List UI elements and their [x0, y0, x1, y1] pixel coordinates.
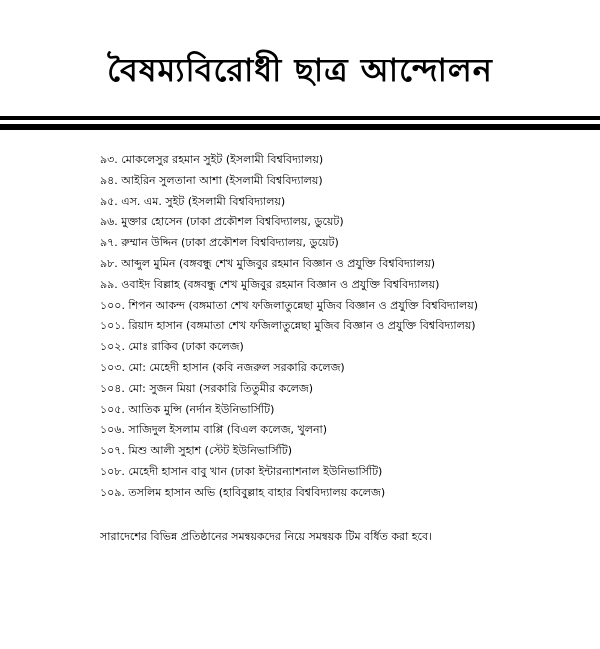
- list-item: ৯৭. রুম্মান উদ্দিন (ঢাকা প্রকৌশল বিশ্ববিদ্যালয়, ডুয়েট): [100, 236, 339, 250]
- list-item: ১০৬. সাজিদুল ইসলাম বাপ্পি (বিএল কলেজ, খুলনা): [100, 423, 327, 437]
- list-item: ১০৯. তসলিম হাসান অভি (হাবিবুল্লাহ বাহার বিশ্ববিদ্যালয় কলেজ): [100, 485, 386, 499]
- list-item: ৯৩. মোকলেসুর রহমান সুইট (ইসলামী বিশ্ববিদ্যালয়): [100, 153, 324, 166]
- page-title: বৈষম্যবিরোধী ছাত্র আন্দোলন: [107, 51, 493, 89]
- list-item: ১০৮. মেহেদী হাসান বাবু খান (ঢাকা ইন্টারন্যাশনাল ইউনিভার্সিটি): [100, 464, 383, 478]
- list-item: ১০১. রিয়াদ হাসান (বঙ্গমাতা শেখ ফজিলাতুন্নেছা মুজিব বিজ্ঞান ও প্রযুক্তি বিশ্ববিদ্যালয়): [100, 319, 476, 333]
- coordinator-list: [100, 150, 580, 504]
- list-item: ১০০. শিপন আকন্দ (বঙ্গমাতা শেখ ফজিলাতুন্নেছা মুজিব বিজ্ঞান ও প্রযুক্তি বিশ্ববিদ্যালয়): [100, 298, 479, 312]
- list-item: ৯৮. আব্দুল মুমিন (বঙ্গবন্ধু শেখ মুজিবুর রহমান বিজ্ঞান ও প্রযুক্তি বিশ্ববিদ্যালয়): [100, 256, 436, 270]
- header-divider-thin: [0, 116, 600, 120]
- list-item: ৯৪. আইরিন সুলতানা আশা (ইসলামী বিশ্ববিদ্যালয়): [100, 173, 323, 187]
- list-item: ১০৩. মো: মেহেদী হাসান (কবি নজরুল সরকারি কলেজ): [100, 360, 345, 374]
- list-item: ১০২. মোঃ রাকিব (ঢাকা কলেজ): [100, 340, 244, 354]
- list-item: ১০৭. মিশু আলী সুহাশ (স্টেট ইউনিভার্সিটি): [100, 444, 293, 458]
- list-item: ৯৯. ওবাইদ বিল্লাহ (বঙ্গবন্ধু শেখ মুজিবুর রহমান বিজ্ঞান ও প্রযুক্তি বিশ্ববিদ্যালয়): [100, 277, 440, 291]
- list-item: ১০৪. মো: সুজন মিয়া (সরকারি তিতুমীর কলেজ): [100, 381, 314, 395]
- list-item: ১০৫. আতিক মুন্সি (নর্দান ইউনিভার্সিটি): [100, 402, 275, 416]
- header-divider-thick: [0, 124, 600, 130]
- footer-note: সারাদেশের বিভিন্ন প্রতিষ্ঠানের সমন্বয়কদের নিয়ে সমন্বয়ক টিম বর্ধিত করা হবে।: [100, 530, 433, 543]
- list-item: ৯৫. এস. এম. সুইট (ইসলামী বিশ্ববিদ্যালয়): [100, 194, 286, 208]
- list-item: ৯৬. মুক্তার হোসেন (ঢাকা প্রকৌশল বিশ্ববিদ্যালয়, ডুয়েট): [100, 215, 344, 229]
